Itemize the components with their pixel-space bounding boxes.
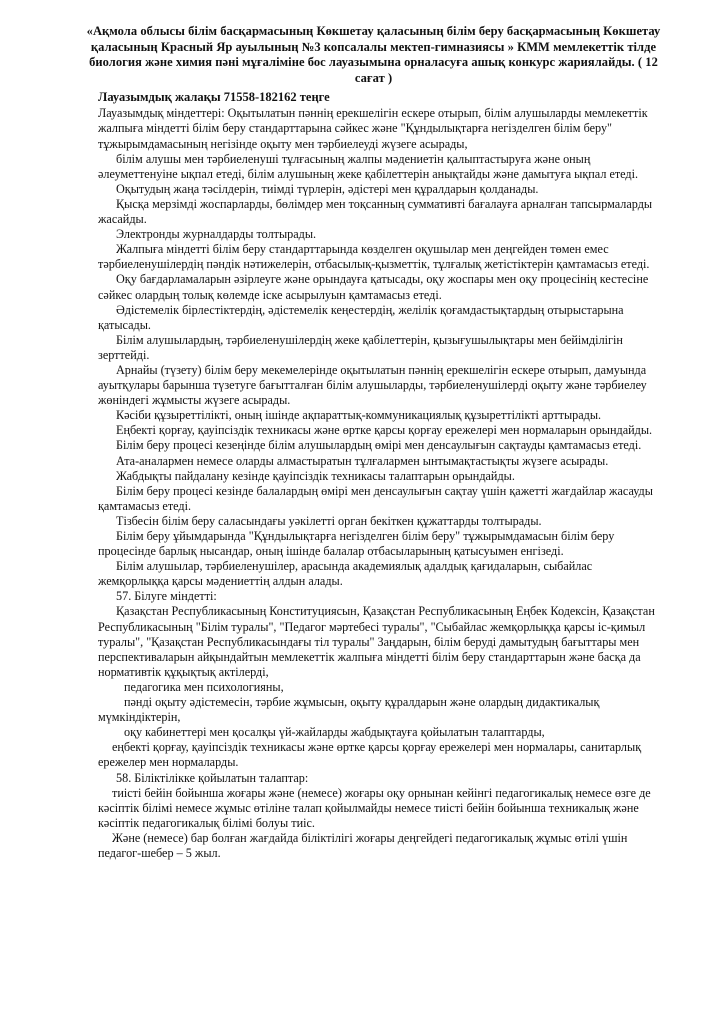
body-paragraph: Қазақстан Республикасының Конституциясын, Қазақстан Республикасының Еңбек Кодексін, Қазақстан Республикасының "Білім туралы", "Педагог мәртебесі туралы", "Сыбайлас жемқорлыққа қарсы іс-қимыл туралы", "Қазақстан Республикасындағы тіл туралы" Заңдарын, білім беруді дамытудың бағыттары мен перспективаларын айқындайтын мемлекеттік жалпыға міндетті білім беру стандарттарын және басқа да нормативтік құқықтық актілерді,: [98, 604, 655, 679]
body-paragraph: Оқытудың жаңа тәсілдерін, тиімді түрлерін, әдістері мен құралдарын қолданады.: [116, 181, 539, 196]
body-paragraph: Тізбесін білім беру саласындағы уәкілетті орган бекіткен құжаттарды толтырады.: [116, 513, 542, 528]
body-paragraph: Жабдықты пайдалану кезінде қауіпсіздік техникасы талаптарын орындайды.: [116, 468, 515, 483]
body-paragraph: 58. Біліктілікке қойылатын талаптар:: [116, 770, 309, 785]
body-paragraph: Білім беру процесі кезінде балалардың өмірі мен денсаулығын сақтау үшін қажетті жағдайлар жасауды қамтамасыз етеді.: [98, 483, 653, 513]
body-paragraph: Әдістемелік бірлестіктердің, әдістемелік кеңестердің, желілік қоғамдастықтардың отырыстарына қатысады.: [98, 302, 624, 332]
body-paragraph: Еңбекті қорғау, қауіпсіздік техникасы және өртке қарсы қорғау ережелері мен нормаларын орындайды.: [116, 423, 653, 438]
body-paragraph: Білім беру процесі кезеңінде білім алушылардың өмірі мен денсаулығын сақтауды қамтамасыз етеді.: [116, 438, 642, 453]
body-paragraph: тиісті бейін бойынша жоғары және (немесе) жоғары оқу орнынан кейінгі педагогикалық немесе өзге де кәсіптік білімі немесе жұмыс өтіліне талап қойылмайды немесе тиісті бейін бойынша техникалық және кәсіптік педагогикалық білімі болуы тиіс.: [98, 785, 651, 830]
body-paragraph: Ата-аналармен немесе оларды алмастыратын тұлғалармен ынтымақтастықты жүзеге асырады.: [116, 453, 609, 468]
body-paragraph: Кәсіби құзыреттілікті, оның ішінде ақпараттық-коммуникациялық құзыреттілікті арттырады.: [116, 408, 602, 423]
body-paragraph: Жалпыға міндетті білім беру стандарттарында көзделген оқушылар мен деңгейден төмен емес тәрбиеленушілердің пәндік нәтижелерін, отбасылық-қызметтік, тұлғалық жетістіктерін қамтамасыз етеді.: [98, 242, 650, 272]
body-paragraph: Электронды журналдарды толтырады.: [116, 227, 317, 242]
body-paragraph: педагогика мен психологияны,: [124, 679, 284, 694]
body-paragraph: Білім алушылар, тәрбиеленушілер, арасында академиялық адалдық қағидаларын, сыбайлас жемқорлыққа қарсы мәдениеттің алдын алады.: [98, 559, 593, 589]
body-paragraph: пәнді оқыту әдістемесін, тәрбие жұмысын, оқыту құралдарын және олардың дидактикалық мүмкіндіктерін,: [98, 695, 600, 725]
body-paragraph: Қысқа мерзімді жоспарларды, бөлімдер мен тоқсанның суммативті бағалауға арналған тапсырмаларды жасайды.: [98, 196, 653, 227]
document-body: [98, 106, 663, 861]
body-paragraph: Лауазымдық міндеттері: Оқытылатын пәннің ерекшелігін ескере отырып, білім алушыларды мемлекеттік жалпыға міндетті білім беру стандарттарына сәйкес және "Құндылықтарға негізделген білім беру" тұжырымдамасының негізінде оқыту мен тәрбиелеуді жүзеге асырады,: [98, 106, 648, 151]
body-paragraph: Білім алушылардың, тәрбиеленушілердің жеке қабілеттерін, қызығушылықтары мен бейімділігін зерттейді.: [98, 332, 623, 362]
body-paragraph: еңбекті қорғау, қауіпсіздік техникасы және өртке қарсы қорғау ережелері мен нормалары, санитарлық ережелер мен нормаларды.: [98, 740, 642, 770]
body-paragraph: Оқу бағдарламаларын әзірлеуге және орындауға қатысады, оқу жоспары мен оқу процесінің кестесіне сәйкес олардың толық көлемде іске асырылуын қамтамасыз етеді.: [98, 272, 649, 302]
salary-line: Лауазымдық жалақы 71558-182162 теңге: [98, 90, 330, 105]
body-paragraph: Және (немесе) бар болған жағдайда біліктілігі жоғары деңгейдегі педагогикалық жұмыс өтілі үшін педагог-шебер – 5 жыл.: [98, 830, 628, 860]
body-paragraph: Білім беру ұйымдарында "Құндылықтарға негізделген білім беру" тұжырымдамасын білім беру процесінде барлық нысандар, оның ішінде балалар отбасыларының қатысуымен енгізеді.: [98, 529, 615, 559]
body-paragraph: 57. Білуге міндетті:: [116, 589, 217, 604]
body-paragraph: білім алушы мен тәрбиеленуші тұлғасының жалпы мәдениетін қалыптастыруға және оның әлеуметтенуіне ықпал етеді, білім алушының жеке қабілеттерін анықтайды және дамытуға ықпал етеді.: [98, 151, 639, 181]
announcement-title: «Ақмола облысы білім басқармасының Көкшетау қаласының білім беру басқармасының Көкшетау қаласының Красный Яр ауылының №3 копсалалы мектеп-гимназиясы » КММ мемлекеттік тілде биология және химия пәні мұғаліміне бос лауазымына орналасуға ашық конкурс жариялайды. ( 12 сағат ): [86, 24, 661, 85]
body-paragraph: Арнайы (түзету) білім беру мекемелерінде оқытылатын пәннің ерекшелігін ескере отырып, дамуында ауытқулары барынша түзетуге бағытталған білім алушыларды, тәрбиеленушілерді оқыту және тәрбиелеу жөніндегі жұмысты жүзеге асырады.: [98, 362, 647, 408]
body-paragraph: оқу кабинеттері мен қосалқы үй-жайларды жабдықтауға қойылатын талаптарды,: [124, 725, 545, 740]
